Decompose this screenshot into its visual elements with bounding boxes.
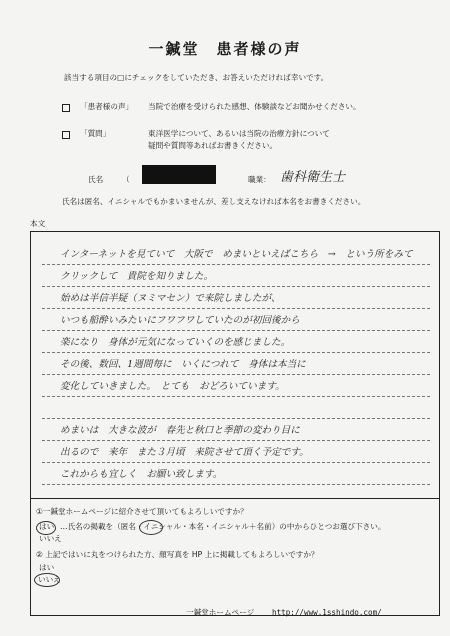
body-line-1: インターネットを見ていて 大阪で めまいといえばこちら → という所をみて [60,249,413,260]
option-voice-label: 「患者様の声」 [80,102,134,111]
q1-yes[interactable]: はい [39,522,55,531]
job-label: 職業： [248,175,271,184]
body-line-4: いつも船酔いみたいにフワフワしていたのが初回後から [60,315,300,326]
job-value: 歯科衛生士 [280,170,346,185]
q1-detail: …氏名の掲載を（匿名・イニシャル・本名・イニシャル＋名前）の中からひとつお選び下さい。 [60,522,386,531]
question-1: ①一鍼堂ホームページに紹介させて頂いてもよろしいですか？ [36,507,248,516]
body-line-9: めまいは 大きな波が 春先と秋口と季節の変わり目に [60,425,300,436]
body-line-10: 出るので 来年 また３月頃 来院させて頂く予定です。 [60,447,309,458]
question-2: ② 上記ではいに丸をつけられた方、顔写真を HP 上に掲載してもよろしいですか？ [36,550,319,559]
intro-text: 該当する項目の□にチェックをしていただき、お答えいただければ幸いです。 [64,73,329,82]
option-question-desc: 東洋医学について、あるいは当院の治療方針について [148,129,330,138]
option-question-desc2: 疑問や質問等あればお書きください。 [148,141,278,150]
questions-divider [30,498,440,499]
q1-no[interactable]: いいえ [39,534,62,543]
body-line-6: その後、数回、1週間毎に いくにつれて 身体は本当に [60,359,306,370]
name-note: 氏名は匿名、イニシャルでもかまいませんが、差し支えなければ本名をお書きください。 [62,197,366,206]
q2-no[interactable]: いいえ [38,575,61,584]
name-paren: （ [122,175,130,184]
body-line-12: これからも宜しく お願い致します。 [60,469,223,480]
footer-name: 一鍼堂ホームページ [186,608,255,617]
option-question-label: 「質問」 [80,129,111,138]
q1-initial-circle[interactable] [139,520,163,535]
redacted-name [142,165,216,184]
name-label: 氏名 [88,175,104,184]
q2-yes[interactable]: はい [39,563,55,572]
body-label: 本文 [30,219,46,228]
body-line-3: 始めは半信半疑（ヌミマセン）で来院しましたが、 [60,293,281,304]
body-line-5: 楽になり 身体が元気になっていくのを感じました。 [60,337,291,348]
checkbox-question[interactable] [62,131,70,139]
body-line-7: 変化していきました。 とても おどろいています。 [60,381,285,392]
body-line-2: クリックして 貴院を知りました。 [60,271,214,282]
option-voice-desc: 当院で治療を受けられた感想、体験談などお聞かせください。 [148,102,361,111]
footer-url[interactable]: http://www.1sshindo.com/ [272,608,382,617]
page-title: 一鍼堂 患者様の声 [148,40,302,58]
checkbox-voice[interactable] [62,104,70,112]
